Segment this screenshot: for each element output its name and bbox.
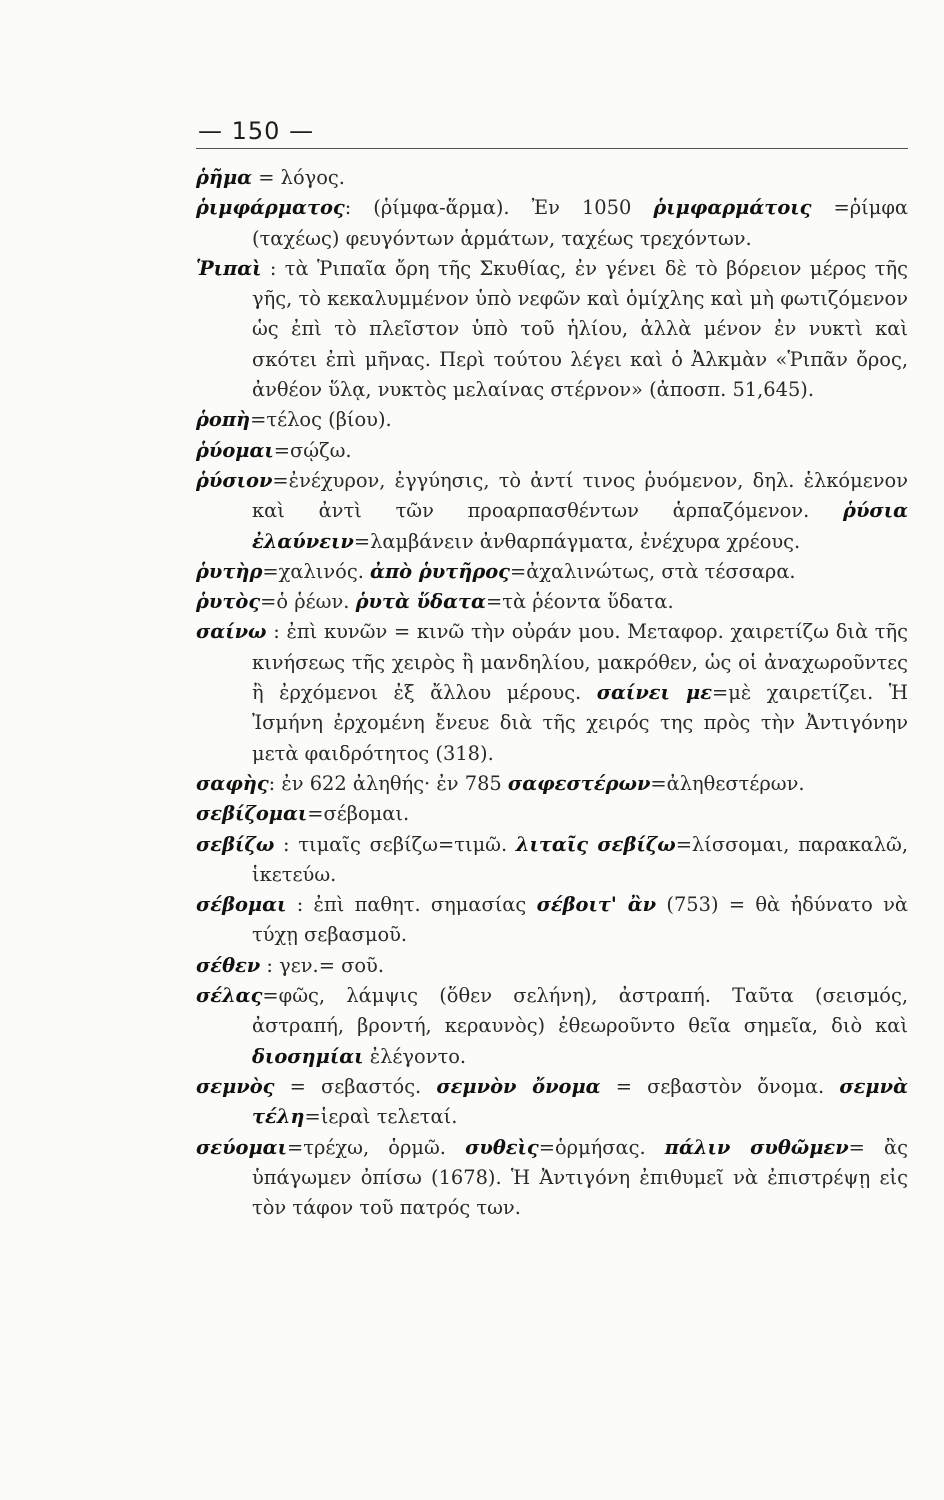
headword: σαφὴς <box>196 771 269 795</box>
headword: σέβοιτ' ἂν <box>536 893 657 917</box>
definition-text: =τὰ ῥέοντα ὕδατα. <box>485 590 674 614</box>
glossary-entry <box>196 799 908 829</box>
headword: σεμνὸν ὄνομα <box>436 1074 601 1098</box>
definition-text: =ὁ ῥέων. <box>260 590 356 614</box>
definition-text: = σεβαστός. <box>274 1074 437 1098</box>
definition-text: (753) = θὰ ἠδύνατο νὰ τύχῃ σεβασμοῦ. <box>252 893 908 947</box>
definition-text: ἐλέγοντο. <box>363 1044 467 1068</box>
header-rule <box>196 148 908 149</box>
glossary-entry <box>196 617 908 768</box>
definition-text: : ἐπὶ παθητ. σημασίας <box>286 893 537 917</box>
headword: σεμνὰ τέλη <box>252 1074 908 1129</box>
headword: σέβομαι <box>196 893 287 917</box>
headword: σαφεστέρων <box>507 771 651 795</box>
glossary-entry <box>196 557 908 587</box>
definition-text: =σέβομαι. <box>307 802 410 826</box>
definition-text: = λόγος. <box>252 166 345 189</box>
definition-text: =σῴζω. <box>273 438 352 462</box>
headword: σεβίζω <box>196 832 275 856</box>
glossary-entry <box>196 1133 908 1224</box>
definition-text: =ἱεραὶ τελεταί. <box>304 1105 458 1129</box>
glossary-entry <box>196 587 908 617</box>
glossary-entry <box>196 254 908 405</box>
headword: ῥυτὴρ <box>196 559 263 583</box>
glossary-entry <box>196 466 908 557</box>
definition-text: : ἐπὶ κυνῶν = κινῶ τὴν οὐράν μου. Μεταφορ. χαιρετίζω διὰ τῆς κινήσεως τῆς χειρὸς ἢ μανδηλίου, μακρόθεν, ὡς οἱ ἀναχωροῦντες ἢ ἐρχόμενοι ἐξ ἄλλου μέρους. <box>252 620 908 705</box>
definition-text: = ἂς ὑπάγωμεν ὀπίσω (1678). Ἡ Ἀντιγόνη ἐπιθυμεῖ νὰ ἐπιστρέψῃ εἰς τὸν τάφον τοῦ πατρός των. <box>252 1135 908 1220</box>
definition-text: : ἐν 622 ἀληθής· ἐν 785 <box>268 771 508 795</box>
definition-text: =ἀχαλινώτως, στὰ τέσσαρα. <box>509 559 796 583</box>
glossary-entry <box>196 890 908 951</box>
page-number: — 150 — <box>198 117 315 145</box>
definition-text: =λίσσομαι, παρακαλῶ, ἱκετεύω. <box>252 832 909 886</box>
headword: σεβίζομαι <box>196 802 308 826</box>
glossary-entry <box>196 193 908 254</box>
glossary-entry <box>196 405 908 435</box>
definition-text: : (ῥίμφα-ἅρμα). Ἐν 1050 <box>344 196 654 220</box>
glossary-entry <box>196 163 908 193</box>
glossary-entry <box>196 1072 908 1133</box>
headword: συθεὶς <box>465 1135 539 1159</box>
glossary-entry <box>196 981 908 1072</box>
headword: ῥιμφάρματος <box>196 196 345 220</box>
definition-text: =τέλος (βίου). <box>250 408 392 432</box>
glossary-entry <box>196 436 908 466</box>
definition-text: : γεν.= σοῦ. <box>260 953 384 977</box>
definition-text: =τρέχω, ὁρμῶ. <box>286 1135 466 1159</box>
headword: ῥύσιον <box>196 468 273 492</box>
headword: ῥιμφαρμάτοις <box>653 196 812 220</box>
headword: ῥύομαι <box>196 438 274 462</box>
definition-text: =ἐνέχυρον, ἐγγύησις, τὸ ἀντί τινος ῥυόμενον, δηλ. ἑλκόμενον καὶ ἀντὶ τῶν προαρπασθέντων ἁρπαζόμενον. <box>252 468 908 523</box>
headword: σαίνει με <box>596 681 712 705</box>
headword: πάλιν συθῶμεν <box>664 1135 849 1159</box>
headword: ῥύσια ἐλαύνειν <box>252 499 908 553</box>
definition-text: =χαλινός. <box>262 559 371 583</box>
headword: λιταῖς σεβίζω <box>515 832 676 856</box>
headword: ῥυτὸς <box>196 590 261 614</box>
glossary-list <box>196 163 908 1223</box>
definition-text: =ῥίμφα (ταχέως) φευγόντων ἁρμάτων, ταχέως τρεχόντων. <box>252 196 908 250</box>
headword: ῥῆμα <box>196 166 253 189</box>
definition-text: =ἀληθεστέρων. <box>650 771 805 795</box>
headword: σέθεν <box>196 953 261 977</box>
definition-text: =ὁρμήσας. <box>538 1135 665 1159</box>
headword: Ῥιπαὶ <box>196 256 262 280</box>
glossary-entry <box>196 951 908 981</box>
definition-text: = σεβαστὸν ὄνομα. <box>600 1074 840 1098</box>
glossary-entry <box>196 769 908 799</box>
headword: διοσημίαι <box>252 1044 364 1068</box>
headword: ῥοπὴ <box>196 408 251 432</box>
headword: σεμνὸς <box>196 1074 275 1098</box>
headword: σαίνω <box>196 620 267 644</box>
headword: ῥυτὰ ὕδατα <box>355 590 486 614</box>
definition-text: : τὰ Ῥιπαῖα ὄρη τῆς Σκυθίας, ἐν γένει δὲ τὸ βόρειον μέρος τῆς γῆς, τὸ κεκαλυμμένον ὑπὸ νεφῶν καὶ ὁμίχλης καὶ μὴ φωτιζόμενον ὡς ἐπὶ τὸ πλεῖστον ὑπὸ τοῦ ἡλίου, ἀλλὰ μένον ἐν νυκτὶ καὶ σκότει ἐπὶ μῆνας. Περὶ τούτου λέγει καὶ ὁ Ἀλκμὰν «Ῥιπᾶν ὄρος, ἀνθέον ὕλᾳ, νυκτὸς μελαίνας στέρνον» (ἀποσπ. 51,645). <box>252 256 908 402</box>
glossary-entry <box>196 830 908 891</box>
definition-text: =φῶς, λάμψις (ὅθεν σελήνη), ἀστραπή. Ταῦτα (σεισμός, ἀστραπή, βροντή, κεραυνὸς) ἐθεωροῦντο θεῖα σημεῖα, διὸ καὶ <box>252 984 908 1038</box>
definition-text: =μὲ χαιρετίζει. Ἡ Ἰσμήνη ἐρχομένη ἔνευε διὰ τῆς χειρός της πρὸς τὴν Ἀντιγόνην μετὰ φαιδρότητος (318). <box>252 681 908 765</box>
headword: ἀπὸ ῥυτῆρος <box>370 559 510 583</box>
headword: σέλας <box>196 984 263 1008</box>
definition-text: =λαμβάνειν ἀνθαρπάγματα, ἐνέχυρα χρέους. <box>353 529 801 553</box>
definition-text: : τιμαῖς σεβίζω=τιμῶ. <box>274 832 516 856</box>
headword: σεύομαι <box>196 1135 287 1159</box>
